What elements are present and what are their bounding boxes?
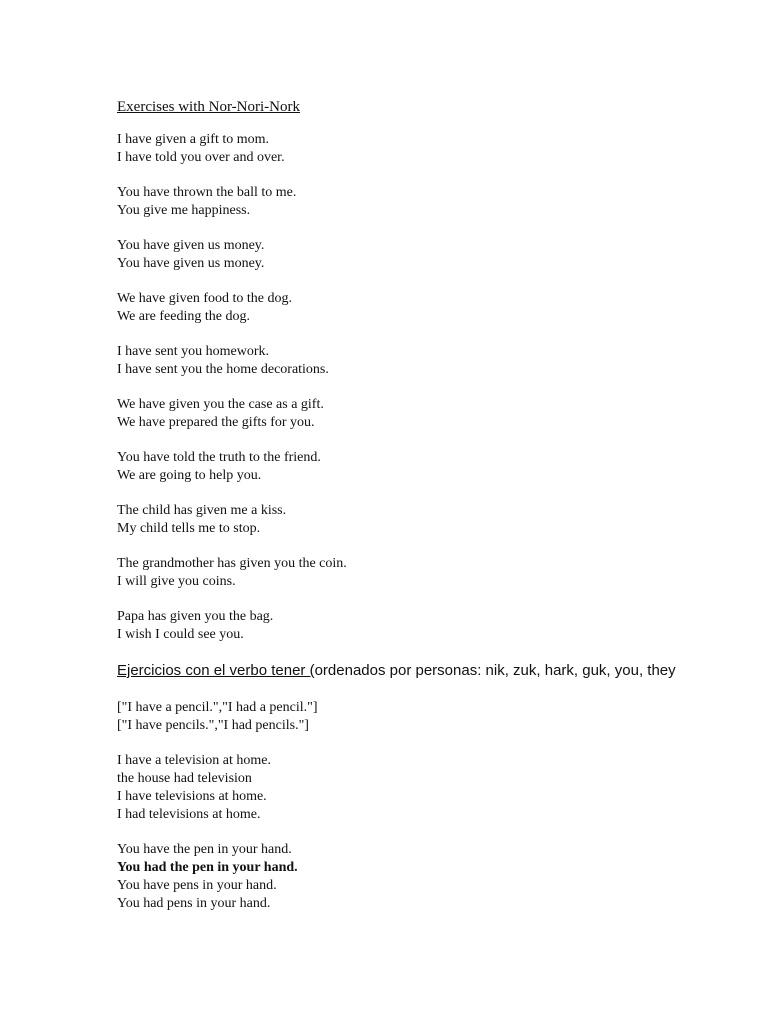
- sentence: I had televisions at home.: [117, 807, 261, 822]
- sentence-group-2: [117, 184, 717, 220]
- sentence: I have sent you the home decorations.: [117, 362, 329, 377]
- pencil-group: [117, 699, 717, 735]
- sentence: I have televisions at home.: [117, 789, 267, 804]
- sentence: ["I have pencils.","I had pencils."]: [117, 718, 309, 733]
- sentence: You have given us money.: [117, 238, 265, 253]
- sentence: I will give you coins.: [117, 574, 236, 589]
- sentence-group-6: [117, 396, 717, 432]
- sentence-group-10: [117, 608, 717, 644]
- sentence: My child tells me to stop.: [117, 521, 261, 536]
- sentence: You have given us money.: [117, 256, 265, 271]
- sentence: You had pens in your hand.: [117, 896, 271, 911]
- document-content: [117, 97, 717, 930]
- document-title: Exercises with Nor-Nori-Nork: [117, 99, 300, 115]
- sentence-group-4: [117, 290, 717, 326]
- sentence-group-8: [117, 502, 717, 538]
- sentence-group-1: [117, 131, 717, 167]
- sentence: We have prepared the gifts for you.: [117, 415, 315, 430]
- sentence: I wish I could see you.: [117, 627, 244, 642]
- sentence: the house had television: [117, 771, 252, 786]
- sentence: You have the pen in your hand.: [117, 842, 292, 857]
- sentence: We have given food to the dog.: [117, 291, 292, 306]
- section-heading-rest: ordenados por personas: nik, zuk, hark, guk, you, they: [314, 662, 676, 679]
- sentence-group-9: [117, 555, 717, 591]
- sentence-group-3: [117, 237, 717, 273]
- sentence: I have sent you homework.: [117, 344, 270, 359]
- sentence: Papa has given you the bag.: [117, 609, 274, 624]
- section-heading: [117, 661, 717, 681]
- sentence: ["I have a pencil.","I had a pencil."]: [117, 700, 318, 715]
- sentence: You have pens in your hand.: [117, 878, 277, 893]
- sentence: I have told you over and over.: [117, 150, 285, 165]
- sentence: You give me happiness.: [117, 203, 251, 218]
- sentence-group-5: [117, 343, 717, 379]
- sentence-bold: You had the pen in your hand.: [117, 860, 298, 875]
- television-group: [117, 752, 717, 824]
- sentence: We are feeding the dog.: [117, 309, 250, 324]
- sentence: We are going to help you.: [117, 468, 262, 483]
- sentence: The grandmother has given you the coin.: [117, 556, 347, 571]
- sentence: I have given a gift to mom.: [117, 132, 270, 147]
- sentence: The child has given me a kiss.: [117, 503, 287, 518]
- section-heading-underlined: Ejercicios con el verbo tener (: [117, 662, 315, 679]
- sentence-group-7: [117, 449, 717, 485]
- sentence: We have given you the case as a gift.: [117, 397, 324, 412]
- pen-group: [117, 841, 717, 913]
- sentence: You have thrown the ball to me.: [117, 185, 297, 200]
- sentence: I have a television at home.: [117, 753, 271, 768]
- sentence: You have told the truth to the friend.: [117, 450, 321, 465]
